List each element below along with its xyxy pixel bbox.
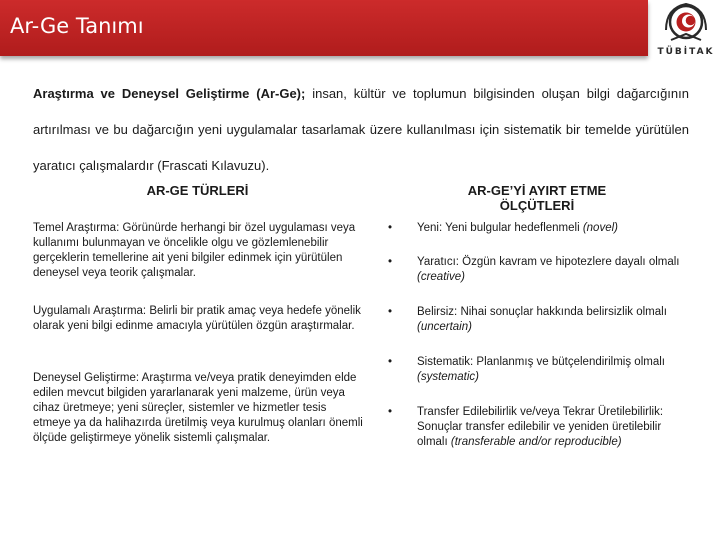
criterion-text: Yaratıcı: Özgün kavram ve hipotezlere dayalı olmalı [417,256,680,268]
criterion-note: (uncertain) [417,321,472,333]
bullet: • [388,306,393,318]
tubitak-logo [652,0,720,68]
criterion-text: Belirsiz: Nihai sonuçlar hakkında belirsizlik olmalı [417,306,667,318]
intro-paragraph [33,76,689,184]
title-bar [0,0,648,56]
criterion-note: (transferable and/or reproducible) [450,436,622,448]
tubitak-emblem-icon [652,0,720,48]
intro-term: Araştırma ve Deneysel Geliştirme (Ar-Ge); [33,86,306,101]
bullet: • [388,356,393,368]
types-heading: AR-GE TÜRLERİ [146,183,249,198]
criterion-note: (novel) [582,222,618,234]
logo-caption: TÜBİTAK [657,47,715,57]
criterion-note: (creative) [417,271,465,283]
page-title: Ar-Ge Tanımı [10,14,144,38]
bullet: • [388,256,393,268]
criterion-text: Transfer Edilebilirlik ve/veya Tekrar Üretilebilirlik: Sonuçlar transfer edilebilir ve yeniden üretilebilir olmalı [417,406,664,448]
type-applied-research: Uygulamalı Araştırma: Belirli bir pratik amaç veya hedefe yönelik olarak yeni bilgi edinme amacıyla yürütülen özgün araştırmalar. [33,305,361,332]
type-basic-research: Temel Araştırma: Görünürde herhangi bir özel uygulaması veya kullanımı bulunmayan ve öncelikle olgu ve gözlemlenebilir gerçeklerin temellerine ait yeni bilgiler edinmek için yürütülen deneysel veya teorik çalışmalar. [33,222,356,279]
bullet: • [388,222,393,234]
bullet: • [388,406,393,418]
criterion-text: Yeni: Yeni bulgular hedeflenmeli [417,222,583,234]
criteria-heading: AR-GE’Yİ AYIRT ETME ÖLÇÜTLERİ [467,183,607,213]
criterion-note: (systematic) [417,371,479,383]
intro-text: insan, kültür ve toplumun bilgisinden oluşan bilgi dağarcığının artırılması ve bu dağarcığın yeni uygulamalar tasarlamak üzere kullanılması için sistematik bir temelde yürütülen yaratıcı çalışmalardır (Frascati Kılavuzu). [33,86,689,173]
criterion-text: Sistematik: Planlanmış ve bütçelendirilmiş olmalı [417,356,665,368]
type-experimental-development: Deneysel Geliştirme: Araştırma ve/veya pratik deneyimden elde edilen mevcut bilgiden yararlanarak yeni malzeme, ürün veya cihaz üretmeye; yeni süreçler, sistemler ve hizmetler tesis etmeye ya da halihazırda üretilmiş veya kurulmuş olanları önemli ölçüde geliştirmeye yönelik sistemli çalışmalar. [33,372,363,444]
